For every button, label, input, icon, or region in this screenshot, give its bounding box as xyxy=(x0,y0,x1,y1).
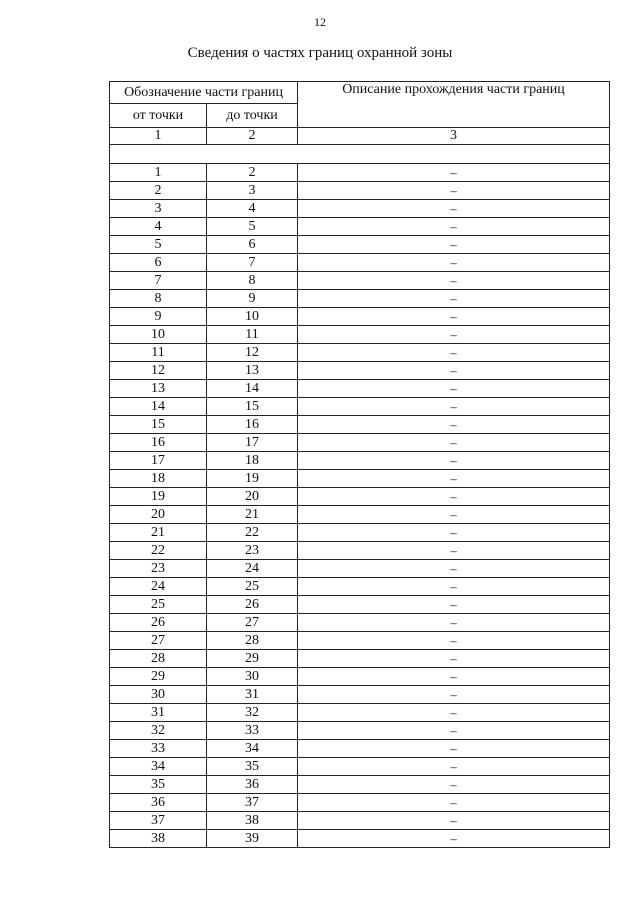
spacer-row xyxy=(110,145,610,164)
to-point-cell: 2 xyxy=(207,164,298,182)
to-point-cell: 3 xyxy=(207,182,298,200)
description-cell: – xyxy=(298,470,610,488)
table-row xyxy=(110,596,610,614)
to-point-cell: 6 xyxy=(207,236,298,254)
to-point-cell: 17 xyxy=(207,434,298,452)
from-point-cell: 12 xyxy=(110,362,207,380)
description-cell: – xyxy=(298,236,610,254)
to-point-cell: 39 xyxy=(207,830,298,848)
to-point-cell: 37 xyxy=(207,794,298,812)
from-point-cell: 35 xyxy=(110,776,207,794)
description-cell: – xyxy=(298,614,610,632)
from-point-cell: 36 xyxy=(110,794,207,812)
description-cell: – xyxy=(298,722,610,740)
from-point-cell: 30 xyxy=(110,686,207,704)
description-cell: – xyxy=(298,542,610,560)
table-row xyxy=(110,686,610,704)
table-row xyxy=(110,488,610,506)
description-cell: – xyxy=(298,740,610,758)
from-point-cell: 33 xyxy=(110,740,207,758)
to-point-cell: 13 xyxy=(207,362,298,380)
table-row xyxy=(110,470,610,488)
description-cell: – xyxy=(298,200,610,218)
table-row xyxy=(110,506,610,524)
description-cell: – xyxy=(298,344,610,362)
to-point-cell: 32 xyxy=(207,704,298,722)
description-cell: – xyxy=(298,506,610,524)
description-cell: – xyxy=(298,326,610,344)
header-from-point: от точки xyxy=(110,104,207,128)
from-point-cell: 22 xyxy=(110,542,207,560)
to-point-cell: 14 xyxy=(207,380,298,398)
table-row xyxy=(110,362,610,380)
to-point-cell: 28 xyxy=(207,632,298,650)
table-row xyxy=(110,452,610,470)
to-point-cell: 35 xyxy=(207,758,298,776)
from-point-cell: 11 xyxy=(110,344,207,362)
to-point-cell: 22 xyxy=(207,524,298,542)
description-cell: – xyxy=(298,434,610,452)
description-cell: – xyxy=(298,452,610,470)
table-row xyxy=(110,632,610,650)
from-point-cell: 20 xyxy=(110,506,207,524)
description-cell: – xyxy=(298,812,610,830)
to-point-cell: 27 xyxy=(207,614,298,632)
from-point-cell: 37 xyxy=(110,812,207,830)
table-row xyxy=(110,578,610,596)
header-description: Описание прохождения части границ xyxy=(298,82,610,128)
to-point-cell: 34 xyxy=(207,740,298,758)
table-row xyxy=(110,830,610,848)
description-cell: – xyxy=(298,794,610,812)
page-number: 12 xyxy=(314,15,326,29)
table-row xyxy=(110,740,610,758)
to-point-cell: 7 xyxy=(207,254,298,272)
from-point-cell: 18 xyxy=(110,470,207,488)
column-number: 2 xyxy=(207,128,298,145)
column-number: 1 xyxy=(110,128,207,145)
description-cell: – xyxy=(298,398,610,416)
to-point-cell: 12 xyxy=(207,344,298,362)
from-point-cell: 7 xyxy=(110,272,207,290)
table-row xyxy=(110,614,610,632)
to-point-cell: 4 xyxy=(207,200,298,218)
table-row xyxy=(110,272,610,290)
to-point-cell: 23 xyxy=(207,542,298,560)
table-row xyxy=(110,650,610,668)
to-point-cell: 5 xyxy=(207,218,298,236)
description-cell: – xyxy=(298,272,610,290)
to-point-cell: 10 xyxy=(207,308,298,326)
table-row xyxy=(110,326,610,344)
to-point-cell: 20 xyxy=(207,488,298,506)
table-row xyxy=(110,794,610,812)
description-cell: – xyxy=(298,830,610,848)
to-point-cell: 11 xyxy=(207,326,298,344)
column-number: 3 xyxy=(298,128,610,145)
from-point-cell: 14 xyxy=(110,398,207,416)
from-point-cell: 6 xyxy=(110,254,207,272)
description-cell: – xyxy=(298,182,610,200)
description-cell: – xyxy=(298,254,610,272)
header-row-group xyxy=(110,82,610,104)
to-point-cell: 19 xyxy=(207,470,298,488)
table-row xyxy=(110,434,610,452)
description-cell: – xyxy=(298,380,610,398)
description-cell: – xyxy=(298,560,610,578)
to-point-cell: 36 xyxy=(207,776,298,794)
to-point-cell: 33 xyxy=(207,722,298,740)
from-point-cell: 5 xyxy=(110,236,207,254)
from-point-cell: 17 xyxy=(110,452,207,470)
header-group-label: Обозначение части границ xyxy=(110,82,298,104)
from-point-cell: 31 xyxy=(110,704,207,722)
table-row xyxy=(110,236,610,254)
description-cell: – xyxy=(298,650,610,668)
table-row xyxy=(110,398,610,416)
from-point-cell: 26 xyxy=(110,614,207,632)
description-cell: – xyxy=(298,758,610,776)
to-point-cell: 38 xyxy=(207,812,298,830)
from-point-cell: 4 xyxy=(110,218,207,236)
from-point-cell: 8 xyxy=(110,290,207,308)
description-cell: – xyxy=(298,632,610,650)
from-point-cell: 25 xyxy=(110,596,207,614)
table-row xyxy=(110,560,610,578)
description-cell: – xyxy=(298,776,610,794)
table-row xyxy=(110,704,610,722)
table-row xyxy=(110,812,610,830)
from-point-cell: 19 xyxy=(110,488,207,506)
to-point-cell: 25 xyxy=(207,578,298,596)
from-point-cell: 23 xyxy=(110,560,207,578)
from-point-cell: 24 xyxy=(110,578,207,596)
description-cell: – xyxy=(298,524,610,542)
table-row xyxy=(110,758,610,776)
from-point-cell: 3 xyxy=(110,200,207,218)
from-point-cell: 9 xyxy=(110,308,207,326)
from-point-cell: 15 xyxy=(110,416,207,434)
boundary-parts-table xyxy=(109,81,610,848)
document-title: Сведения о частях границ охранной зоны xyxy=(187,45,453,61)
to-point-cell: 30 xyxy=(207,668,298,686)
from-point-cell: 2 xyxy=(110,182,207,200)
from-point-cell: 38 xyxy=(110,830,207,848)
description-cell: – xyxy=(298,578,610,596)
to-point-cell: 16 xyxy=(207,416,298,434)
column-number-row xyxy=(110,128,610,145)
to-point-cell: 29 xyxy=(207,650,298,668)
from-point-cell: 28 xyxy=(110,650,207,668)
table-row xyxy=(110,524,610,542)
description-cell: – xyxy=(298,488,610,506)
description-cell: – xyxy=(298,308,610,326)
table-row xyxy=(110,776,610,794)
table-row xyxy=(110,308,610,326)
table-row xyxy=(110,164,610,182)
table-row xyxy=(110,722,610,740)
table-row xyxy=(110,254,610,272)
description-cell: – xyxy=(298,218,610,236)
header-to-point: до точки xyxy=(207,104,298,128)
to-point-cell: 26 xyxy=(207,596,298,614)
table-row xyxy=(110,380,610,398)
to-point-cell: 18 xyxy=(207,452,298,470)
table-row xyxy=(110,200,610,218)
table-row xyxy=(110,542,610,560)
description-cell: – xyxy=(298,704,610,722)
table-row xyxy=(110,668,610,686)
to-point-cell: 15 xyxy=(207,398,298,416)
description-cell: – xyxy=(298,668,610,686)
to-point-cell: 24 xyxy=(207,560,298,578)
from-point-cell: 21 xyxy=(110,524,207,542)
description-cell: – xyxy=(298,596,610,614)
from-point-cell: 34 xyxy=(110,758,207,776)
to-point-cell: 21 xyxy=(207,506,298,524)
spacer-cell xyxy=(110,145,610,164)
to-point-cell: 8 xyxy=(207,272,298,290)
from-point-cell: 1 xyxy=(110,164,207,182)
from-point-cell: 13 xyxy=(110,380,207,398)
description-cell: – xyxy=(298,290,610,308)
description-cell: – xyxy=(298,362,610,380)
to-point-cell: 31 xyxy=(207,686,298,704)
table-row xyxy=(110,182,610,200)
description-cell: – xyxy=(298,416,610,434)
from-point-cell: 27 xyxy=(110,632,207,650)
from-point-cell: 29 xyxy=(110,668,207,686)
table-row xyxy=(110,344,610,362)
table-row xyxy=(110,218,610,236)
from-point-cell: 10 xyxy=(110,326,207,344)
from-point-cell: 16 xyxy=(110,434,207,452)
description-cell: – xyxy=(298,164,610,182)
to-point-cell: 9 xyxy=(207,290,298,308)
description-cell: – xyxy=(298,686,610,704)
table-row xyxy=(110,416,610,434)
table-row xyxy=(110,290,610,308)
from-point-cell: 32 xyxy=(110,722,207,740)
